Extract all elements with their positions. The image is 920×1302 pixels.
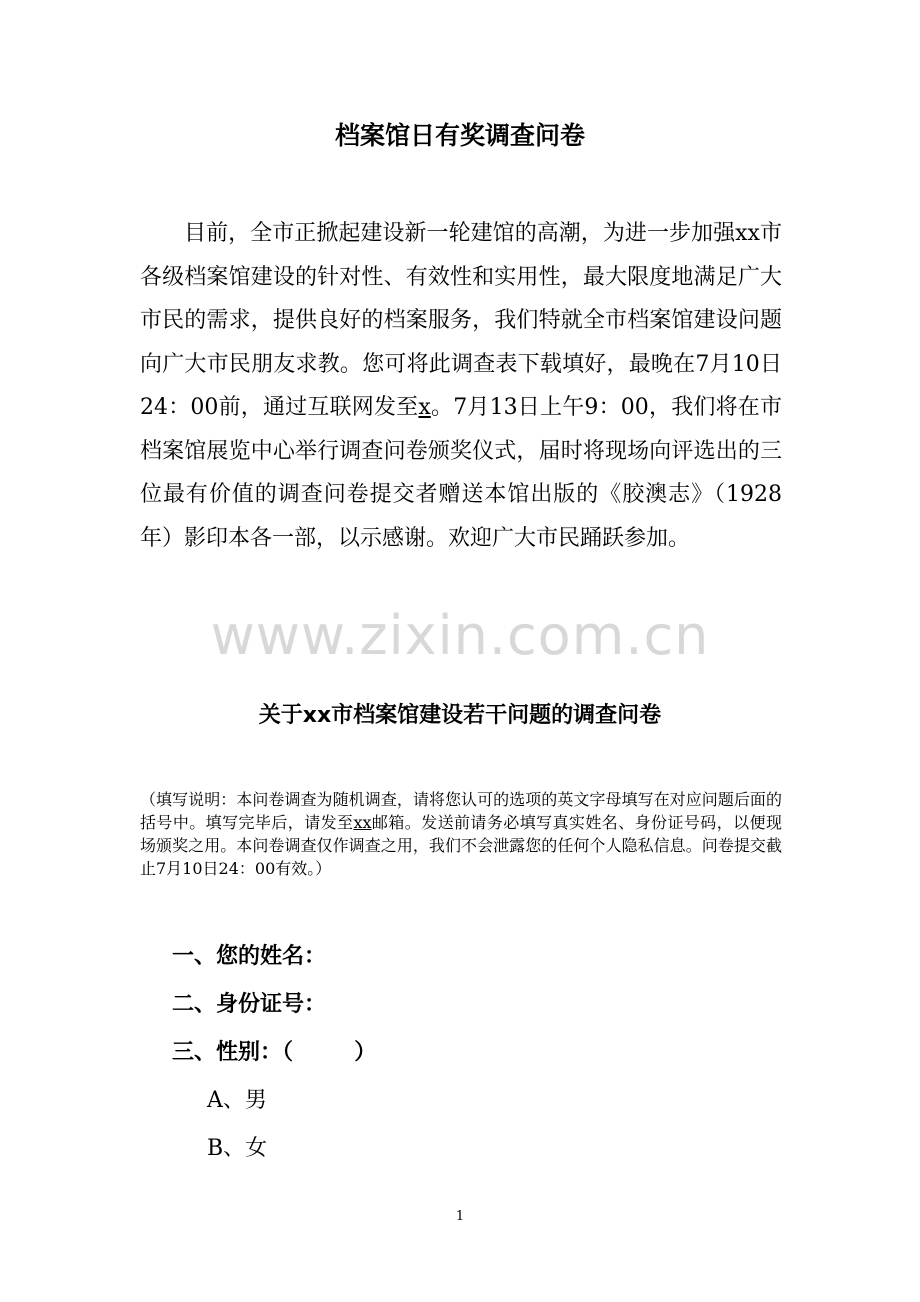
page-number: 1 bbox=[455, 1209, 465, 1224]
option-female: B、女 bbox=[207, 1136, 268, 1161]
survey-subtitle: 关于xx市档案馆建设若干问题的调查问卷 bbox=[258, 703, 662, 728]
instructions-note bbox=[140, 788, 782, 880]
watermark: www.zixin.com.cn bbox=[210, 604, 710, 667]
intro-text-part1: 目前，全市正掀起建设新一轮建馆的高潮，为进一步加强xx市各级档案馆建设的针对性、有效性和实用性，最大限度地满足广大市民的需求，提供良好的档案服务，我们特就全市档案馆建设问题向广大市民朋友求教。您可将此调查表下载填好，最晚在7月10日24：00前，通过互联网发至 bbox=[140, 221, 782, 420]
question-gender: 三、性别：（ ） bbox=[172, 1040, 377, 1065]
question-name: 一、您的姓名： bbox=[172, 944, 327, 969]
option-male: A、男 bbox=[207, 1088, 267, 1113]
email-link[interactable]: x bbox=[418, 395, 431, 420]
question-id-number: 二、身份证号： bbox=[172, 992, 327, 1017]
document-title: 档案馆日有奖调查问卷 bbox=[334, 121, 585, 150]
intro-text-part2: 。7月13日上午9：00，我们将在市档案馆展览中心举行调查问卷颁奖仪式，届时将现场向评选出的三位最有价值的调查问卷提交者赠送本馆出版的《胶澳志》（1928年）影印本各一部，以示感谢。欢迎广大市民踊跃参加。 bbox=[140, 395, 782, 551]
mailbox-link[interactable]: xx bbox=[353, 813, 372, 832]
note-text-part2: 邮箱。发送前请务必填写真实姓名、身份证号码，以便现场颁奖之用。本问卷调查仅作调查之用，我们不会泄露您的任何个人隐私信息。问卷提交截止7月10日24：00有效。） bbox=[140, 813, 782, 878]
note-text-part1: （填写说明：本问卷调查为随机调查，请将您认可的选项的英文字母填写在对应问题后面的括号中。填写完毕后，请发至 bbox=[140, 790, 782, 832]
intro-paragraph bbox=[140, 212, 782, 560]
